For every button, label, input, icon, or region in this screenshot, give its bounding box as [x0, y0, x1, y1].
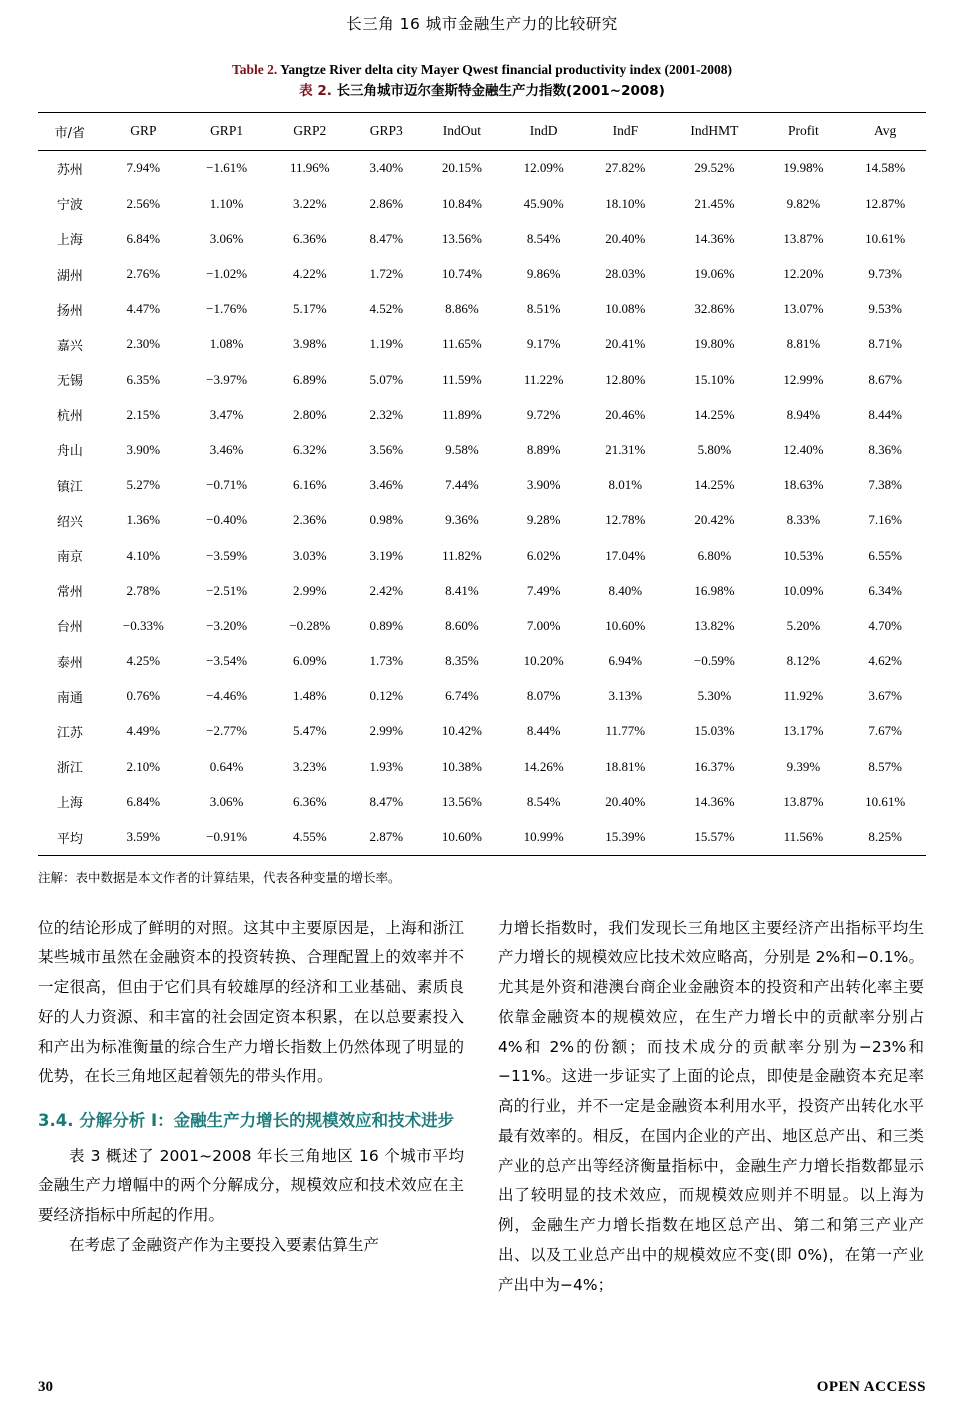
table-cell: 1.73% [369, 653, 404, 669]
table-cell: 1.48% [293, 688, 327, 704]
table-header-row [38, 112, 926, 150]
table-cell: 9.36% [445, 512, 479, 528]
table-cell: 12.78% [605, 512, 646, 528]
table-cell: 9.72% [526, 406, 561, 422]
table-cell: 7.94% [126, 160, 161, 176]
table-cell: 19.98% [783, 160, 824, 176]
table-cell: 5.17% [293, 301, 327, 317]
row-label: 舟山 [56, 444, 83, 460]
table-row [38, 221, 926, 256]
right-paragraph-1: 力增长指数时，我们发现长三角地区主要经济产出指标平均生产力增长的规模效应比技术效应略高，分别是 2%和−0.1%。尤其是外资和港澳台商企业金融资本的投资和产出转化率主要依靠金融资本的规模效应，在生产力增长中的贡献率分别占 4%和 2%的份额；而技术成分的贡献率分别为−23%和−11%。这进一步证实了上面的论点，即使是金融资本充足率高的行业，并不一定是金融资本利用水平，投资产出转化水平最有效率的。相反，在国内企业的产出、地区总产出、和三类产业的总产出等经济衡量指标中，金融生产力增长指数都显示出了较明显的技术效应，而规模效应则并不明显。以上海为例，金融生产力增长指数在地区总产出、第二和第三产业产出、以及工业总产出中的规模效应不变(即 0%)，在第一产业产出中为−4%； [498, 918, 924, 1294]
table-cell: 8.67% [868, 371, 902, 387]
table-cell: 7.38% [868, 477, 902, 493]
left-paragraph-3: 在考虑了金融资产作为主要投入要素估算生产 [69, 1235, 380, 1254]
table-cell: 8.94% [786, 406, 821, 422]
table-cell: 2.42% [369, 582, 404, 598]
table-cell: 9.86% [526, 266, 561, 281]
table-cell: 8.47% [369, 793, 404, 809]
table-cell: 3.06% [209, 793, 244, 809]
right-column [498, 914, 924, 1301]
table-cell: 32.86% [694, 301, 735, 317]
table-cell: 18.81% [605, 758, 646, 774]
left-paragraph-1: 位的结论形成了鲜明的对照。这其中主要原因是，上海和浙江某些城市虽然在金融资本的投资转换、合理配置上的效率并不一定很高，但由于它们具有较雄厚的经济和工业基础、素质良好的人力资源、和丰富的社会固定资本积累，在以总要素投入和产出为标准衡量的综合生产力增长指数上仍然体现了明显的优势，在长三角地区起着领先的带头作用。 [38, 918, 464, 1086]
table-cell: 12.87% [865, 195, 906, 211]
table-cell: 9.73% [868, 266, 902, 281]
table-cell: 8.07% [526, 688, 561, 704]
table-cell: 13.17% [783, 723, 824, 739]
table-cell: −1.02% [206, 266, 248, 281]
table-cell: 2.76% [126, 266, 161, 281]
table-row [38, 714, 926, 749]
table-cell: 8.86% [445, 301, 479, 317]
row-label: 泰州 [56, 655, 83, 671]
table-cell: 8.44% [868, 406, 902, 422]
table-row [38, 362, 926, 397]
table-cell: 28.03% [605, 266, 646, 281]
table-cell: 12.80% [605, 371, 646, 387]
table-cell: 6.16% [293, 477, 327, 493]
table-cell: 3.59% [102, 819, 185, 855]
table-cell: 3.23% [293, 758, 327, 774]
table-cell: 3.47% [209, 406, 244, 422]
table-cell: 3.67% [868, 688, 902, 704]
row-label: 苏州 [56, 162, 83, 178]
table-cell: 13.56% [441, 230, 482, 246]
table-cell: 0.64% [209, 758, 244, 774]
table-cell: 8.81% [786, 336, 821, 352]
table-cell: 3.56% [369, 441, 404, 457]
table-cell: 6.36% [293, 793, 327, 809]
table-cell: 12.09% [523, 160, 564, 176]
table-caption-chinese-label: 表 2. [299, 82, 332, 99]
table-cell: 6.89% [293, 371, 327, 387]
table-cell: 6.84% [126, 230, 161, 246]
table-cell: 19.06% [694, 266, 735, 281]
column-header-0: 市/省 [38, 112, 102, 150]
table-row [38, 432, 926, 467]
table-cell: 10.42% [441, 723, 482, 739]
table-cell: 9.39% [786, 758, 821, 774]
table-cell: 16.98% [694, 582, 735, 598]
table-cell: 10.60% [605, 617, 646, 633]
table-row [38, 749, 926, 784]
table-cell: 4.47% [126, 301, 161, 317]
table-cell: 8.60% [445, 617, 479, 633]
table-cell: 29.52% [694, 160, 735, 176]
column-header-5: IndOut [421, 112, 503, 150]
column-header-6: IndD [503, 112, 585, 150]
table-cell: −2.77% [206, 723, 248, 739]
table-cell: 2.30% [126, 336, 161, 352]
table-cell: 20.46% [605, 406, 646, 422]
table-cell: 15.57% [666, 819, 762, 855]
table-cell: 1.10% [209, 195, 244, 211]
table-cell: −0.71% [206, 477, 248, 493]
table-cell: 0.12% [369, 688, 404, 704]
table-cell: 20.15% [441, 160, 482, 176]
productivity-index-table [38, 112, 926, 856]
table-cell: 15.03% [694, 723, 735, 739]
table-cell: 8.47% [369, 230, 404, 246]
table-row [38, 608, 926, 643]
table-cell: 10.61% [865, 793, 906, 809]
row-label: 江苏 [56, 725, 83, 741]
table-caption-english-text: Yangtze River delta city Mayer Qwest financial productivity index (2001-2008) [280, 62, 732, 77]
row-label: 南京 [56, 550, 83, 565]
table-body [38, 150, 926, 855]
table-row [38, 397, 926, 432]
table-row [38, 327, 926, 362]
table-cell: 17.04% [605, 547, 646, 563]
row-label: 绍兴 [56, 514, 83, 530]
table-cell: 4.62% [868, 653, 902, 669]
table-cell: 0.76% [126, 688, 161, 704]
table-cell: 0.98% [369, 512, 404, 528]
table-cell: 5.30% [697, 688, 732, 704]
table-cell: 2.87% [351, 819, 421, 855]
row-label: 湖州 [56, 268, 83, 284]
table-cell: 6.34% [868, 582, 902, 598]
column-header-3: GRP2 [268, 112, 351, 150]
table-row [38, 573, 926, 608]
table-cell: 8.12% [786, 653, 821, 669]
table-cell: 9.17% [526, 336, 561, 352]
section-heading-3-4: 3.4. 分解分析 I：金融生产力增长的规模效应和技术进步 [38, 1111, 455, 1131]
table-cell: 8.40% [608, 582, 643, 598]
table-cell: 1.36% [126, 512, 161, 528]
table-cell: 2.15% [126, 406, 161, 422]
table-cell: 21.31% [605, 441, 646, 457]
table-row [38, 679, 926, 714]
table-cell: 11.22% [523, 371, 564, 387]
table-cell: 12.99% [783, 371, 824, 387]
table-row [38, 643, 926, 678]
row-label: 扬州 [56, 303, 83, 319]
table-cell: 8.33% [786, 512, 821, 528]
table-cell: 2.32% [369, 406, 404, 422]
table-cell: 8.57% [868, 758, 902, 774]
column-header-4: GRP3 [351, 112, 421, 150]
table-cell: 7.00% [526, 617, 561, 633]
table-cell: 8.44% [526, 723, 561, 739]
table-cell: 13.82% [694, 617, 735, 633]
table-cell: 4.10% [126, 547, 161, 563]
table-cell: 5.47% [293, 723, 327, 739]
table-cell: 10.20% [523, 653, 564, 669]
table-cell: 6.80% [697, 547, 732, 563]
row-label: 宁波 [56, 198, 83, 214]
table-cell: 3.19% [369, 547, 404, 563]
table-cell: 3.90% [126, 441, 161, 457]
table-cell: 8.25% [844, 819, 926, 855]
table-cell: 1.08% [209, 336, 244, 352]
table-cell: 2.99% [369, 723, 404, 739]
table-cell: 6.36% [293, 230, 327, 246]
table-cell: 5.80% [697, 441, 732, 457]
table-caption-chinese-text: 长三角城市迈尔奎斯特金融生产力指数(2001~2008) [336, 82, 665, 99]
table-cell: −0.91% [185, 819, 268, 855]
table-cell: −3.97% [206, 371, 248, 387]
table-cell: 4.52% [369, 301, 404, 317]
table-cell: −2.51% [206, 582, 248, 598]
table-cell: 6.02% [526, 547, 561, 563]
table-cell: 8.89% [526, 441, 561, 457]
table-cell: 11.89% [442, 406, 482, 422]
table-cell: 8.36% [868, 441, 902, 457]
table-cell: 3.46% [369, 477, 404, 493]
table-cell: 18.10% [605, 195, 646, 211]
table-cell: 15.39% [584, 819, 666, 855]
table-row [38, 256, 926, 291]
table-cell: −3.54% [206, 653, 248, 669]
table-cell: 10.38% [441, 758, 482, 774]
table-cell: 2.36% [293, 512, 327, 528]
table-cell: 3.06% [209, 230, 244, 246]
table-cell: −1.76% [206, 301, 248, 317]
table-caption-chinese [38, 81, 926, 102]
table-caption-english [38, 60, 926, 81]
table-cell: 10.99% [503, 819, 585, 855]
table-cell: 13.87% [783, 230, 824, 246]
column-header-8: IndHMT [666, 112, 762, 150]
table-cell: 10.74% [441, 266, 482, 281]
table-cell: 12.20% [783, 266, 824, 281]
table-cell: 11.92% [783, 688, 824, 704]
table-cell: 14.25% [694, 477, 735, 493]
left-paragraph-2: 表 3 概述了 2001~2008 年长三角地区 16 个城市平均金融生产力增幅中的两个分解成分，规模效应和技术效应在主要经济指标中所起的作用。 [38, 1146, 464, 1225]
table-cell: 9.53% [868, 301, 902, 317]
table-cell: 4.55% [268, 819, 351, 855]
table-cell: 20.40% [605, 230, 646, 246]
table-cell: −4.46% [206, 688, 248, 704]
table-cell: 9.28% [526, 512, 561, 528]
row-label: 常州 [56, 585, 83, 601]
table-cell: 19.80% [694, 336, 735, 352]
table-row [38, 150, 926, 186]
table-cell: 9.58% [445, 441, 479, 457]
table-cell: 7.16% [868, 512, 902, 528]
table-cell: 14.36% [694, 793, 735, 809]
table-cell: 2.56% [126, 195, 161, 211]
table-cell: 10.53% [783, 547, 824, 563]
page-footer [38, 1379, 926, 1396]
table-cell: 5.07% [369, 371, 404, 387]
table-cell: 8.41% [445, 582, 479, 598]
table-cell: 8.51% [526, 301, 561, 317]
table-cell: 11.77% [605, 723, 646, 739]
table-cell: 4.49% [126, 723, 161, 739]
row-label: 无锡 [56, 374, 83, 390]
running-head: 长三角 16 城市金融生产力的比较研究 [346, 15, 618, 33]
table-cell: 6.94% [608, 653, 643, 669]
table-cell: 10.60% [421, 819, 503, 855]
table-header [38, 112, 926, 150]
row-label: 南通 [56, 690, 83, 706]
table-cell: 6.32% [293, 441, 327, 457]
table-cell: 6.35% [126, 371, 161, 387]
table-cell: −3.20% [206, 617, 248, 633]
table-cell: 18.63% [783, 477, 824, 493]
table-cell: 4.70% [868, 617, 902, 633]
table-cell: 6.84% [126, 793, 161, 809]
table-cell: −3.59% [206, 547, 248, 563]
table-cell: 16.37% [694, 758, 735, 774]
row-label: 镇江 [56, 479, 83, 495]
row-label: 杭州 [56, 409, 83, 425]
table-cell: 11.65% [442, 336, 482, 352]
table-cell: 8.54% [526, 793, 561, 809]
table-row [38, 784, 926, 819]
table-cell: 2.86% [369, 195, 404, 211]
table-cell: 13.07% [783, 301, 824, 317]
table-cell: 3.90% [526, 477, 561, 493]
table-cell: 13.87% [783, 793, 824, 809]
table-cell: 5.20% [786, 617, 821, 633]
table-cell: 7.67% [868, 723, 902, 739]
table-cell: 2.10% [126, 758, 161, 774]
table-cell: 11.59% [442, 371, 482, 387]
table-cell: 10.61% [865, 230, 906, 246]
body-columns [38, 914, 926, 1301]
row-label: 嘉兴 [56, 338, 83, 354]
table-cell: 8.35% [445, 653, 479, 669]
table-cell: 20.42% [694, 512, 735, 528]
table-cell: −1.61% [206, 160, 248, 176]
table-row [38, 292, 926, 327]
table-cell: 8.71% [868, 336, 902, 352]
table-row [38, 819, 926, 855]
table-cell: −0.28% [289, 617, 331, 633]
table-cell: 45.90% [523, 195, 564, 211]
table-cell: 10.84% [441, 195, 482, 211]
table-cell: 12.40% [783, 441, 824, 457]
table-row [38, 186, 926, 221]
table-cell: 7.44% [445, 477, 479, 493]
table-cell: 15.10% [694, 371, 735, 387]
table-cell: 10.08% [605, 301, 646, 317]
table-row [38, 503, 926, 538]
table-cell: 2.80% [293, 406, 327, 422]
table-cell: 14.26% [523, 758, 564, 774]
table-cell: 7.49% [526, 582, 561, 598]
column-header-9: Profit [763, 112, 845, 150]
table-cell: 4.25% [126, 653, 161, 669]
table-cell: 14.25% [694, 406, 735, 422]
table-cell: 3.03% [293, 547, 327, 563]
left-column [38, 914, 464, 1301]
table-cell: 0.89% [369, 617, 404, 633]
table-cell: 4.22% [293, 266, 327, 281]
column-header-7: IndF [584, 112, 666, 150]
table-note: 注解：表中数据是本文作者的计算结果，代表各种变量的增长率。 [38, 869, 401, 885]
column-header-2: GRP1 [185, 112, 268, 150]
table-caption-english-label: Table 2. [232, 62, 278, 77]
table-cell: 14.36% [694, 230, 735, 246]
open-access-label: OPEN ACCESS [816, 1379, 926, 1395]
table-cell: −0.40% [206, 512, 248, 528]
table-row [38, 538, 926, 573]
table-cell: 3.40% [369, 160, 404, 176]
table-row [38, 468, 926, 503]
table-cell: 3.22% [293, 195, 327, 211]
table-cell: 1.93% [369, 758, 404, 774]
table-cell: 3.46% [209, 441, 244, 457]
table-cell: 2.99% [293, 582, 327, 598]
page-number: 30 [38, 1379, 53, 1395]
table-cell: 10.09% [783, 582, 824, 598]
table-cell: 1.72% [369, 266, 404, 281]
column-header-10: Avg [844, 112, 926, 150]
table-cell: 13.56% [441, 793, 482, 809]
table-cell: 27.82% [605, 160, 646, 176]
table-cell: 2.78% [126, 582, 161, 598]
table-caption [38, 60, 926, 102]
table-cell: 8.54% [526, 230, 561, 246]
table-cell: 11.96% [290, 160, 330, 176]
table-cell: 20.41% [605, 336, 646, 352]
table-cell: 6.74% [445, 688, 479, 704]
row-label: 上海 [56, 796, 83, 812]
table-cell: 9.82% [786, 195, 821, 211]
column-header-1: GRP [102, 112, 185, 150]
table-cell: 5.27% [126, 477, 161, 493]
row-label: 浙江 [56, 761, 83, 777]
table-cell: 1.19% [369, 336, 404, 352]
table-cell: 6.55% [868, 547, 902, 563]
table-cell: 6.09% [293, 653, 327, 669]
table-cell: 14.58% [865, 160, 906, 176]
table-cell: −0.59% [693, 653, 735, 669]
row-label: 上海 [56, 233, 83, 249]
table-cell: 3.13% [608, 688, 643, 704]
table-cell: 11.56% [763, 819, 845, 855]
row-label: 平均 [38, 819, 102, 855]
table-cell: 3.98% [293, 336, 327, 352]
table-cell: 20.40% [605, 793, 646, 809]
table-cell: −0.33% [122, 617, 164, 633]
table-cell: 11.82% [442, 547, 482, 563]
table-cell: 8.01% [608, 477, 643, 493]
table-cell: 21.45% [694, 195, 735, 211]
row-label: 台州 [56, 620, 83, 636]
